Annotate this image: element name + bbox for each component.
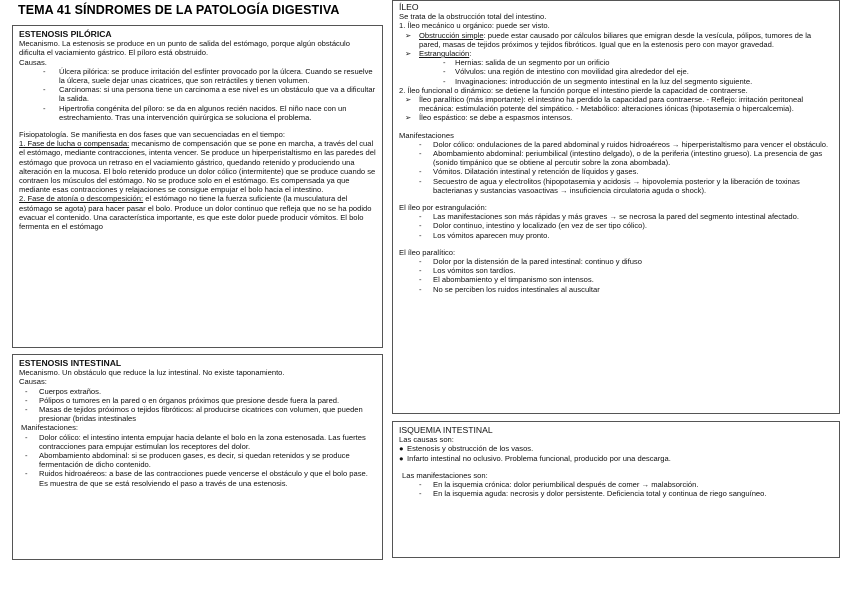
list-item: ➢ Obstrucción simple: puede estar causado por cálculos biliares que emigran desde la vesícula, pólipos, tumores de la pared, masas de tejidos próximos y tejidos fibróticos. Igual que en la estenosis pero con mayor gravedad. [405,30,812,49]
list-item: - Abombamiento abdominal: periumbilical (intestino delgado), o de la periferia (intestino grueso). La presencia de gas (sonido timpánico que se obtiene al percutir sobre la zona abombada). [419,149,823,168]
dash-marker: - [43,66,46,76]
paragraph: Se trata de la obstrucción total del intestino. [399,12,547,22]
list-item: - Ruidos hidroaéreos: a base de las contracciones puede vencerse el obstáculo y que el bolo pase. Es muestra de que se está resolviendo el paso a través de una estenosis. [25,469,368,488]
list-item: - Abombamiento abdominal: si se producen gases, es decir, si quedan retenidos y se produce fermentación de dicho contenido. [25,451,350,470]
bullet-icon: ● [399,453,404,463]
arrow-bullet-icon: ➢ [405,95,412,105]
dash-marker: - [443,76,446,86]
list-item: - En la isquemia crónica: dolor periumbilical después de comer → malabsorción. [419,480,699,490]
list-item: - Dolor cólico: ondulaciones de la pared abdominal y ruidos hidroaéreos → hiperperistaltismo para vencer el obstáculo. [419,139,829,149]
label: Causas: [19,377,47,387]
label: Manifestaciones: [21,423,78,433]
dash-marker: - [25,451,28,461]
dash-marker: - [419,230,422,240]
dash-marker: - [419,176,422,186]
ileo-box [392,0,840,414]
list-item: - Invaginaciones: introducción de un segmento intestinal en la luz del segmento siguiente. [443,76,753,86]
dash-marker: - [419,149,422,159]
bullet-icon: ● [399,444,404,454]
paragraph: 1. Fase de lucha o compensada: mecanismo de compensación que se pone en marcha, a través del cual el estómago, mediante contracciones, intenta vencer. Se produce un hiperperistaltismo en las paredes del estómago que provoca un retraso en el vaciamiento gástrico, quedando retenido y produciendo una alteración en la mucosa. El bolo retenido produce un dolor cólico (intermitente) que se produce cuando se contraen los músculos del estómago. No se produce solo en el estómago. Es compensada ya que mediante esas contracciones y relajaciones se consigue empujar el bolo hacia el intestino. [19,139,376,195]
dash-marker: - [419,480,422,490]
arrow-bullet-icon: ➢ [405,49,412,59]
dash-marker: - [25,395,28,405]
arrow-bullet-icon: ➢ [405,113,412,123]
isquemia-intestinal-box [392,421,840,558]
dash-marker: - [419,221,422,231]
list-item: - Secuestro de agua y electrolitos (hipopotasemia y acidosis → hipovolemia posterior y la liberación de toxinas bacterianas y sustancias vasoactivas → insuficiencia circulatoria aguda o shock). [419,176,800,195]
numbered-item: 1. Íleo mecánico u orgánico: puede ser visto. [399,21,550,31]
list-item: - Dolor continuo, intestino y localizado (en vez de ser tipo cólico). [419,221,648,231]
list-item: - Los vómitos son tardíos. [419,266,516,276]
paragraph: Fisiopatología. Se manifiesta en dos fases que van secuenciadas en el tiempo: [19,130,285,140]
paragraph: Mecanismo. Un obstáculo que reduce la luz intestinal. No existe taponamiento. [19,368,285,378]
label: El íleo por estrangulación: [399,203,487,213]
list-item: - No se perciben los ruidos intestinales al auscultar [419,284,600,294]
dash-marker: - [43,103,46,113]
list-item: - Vólvulos: una región de intestino con movilidad gira alrededor del eje. [443,67,689,77]
page-title: TEMA 41 SÍNDROMES DE LA PATOLOGÍA DIGESTIVA [18,3,340,17]
list-item: ➢ Íleo paralítico (más importante): el intestino ha perdido la capacidad para contraerse. - Reflejo: irritación peritoneal mecánica: estimulación potente del simpático. - Metabólico: alteraciones iónicas (hipotasemia o hipercalcemia). [405,95,804,114]
list-item: - Masas de tejidos próximos o tejidos fibróticos: al producirse cicatrices con volumen, que pueden presionar (bridas intestinales [25,405,363,424]
list-item: - Dolor cólico: el intestino intenta empujar hacia delante el bolo en la zona estenosada. Las fuertes contracciones para empujar estimulan los receptores del dolor. [25,432,366,451]
label: El íleo paralítico: [399,247,456,257]
dash-marker: - [25,469,28,479]
list-item: - En la isquemia aguda: necrosis y dolor persistente. Deficiencia total y continua de riego sanguíneo. [419,489,767,499]
dash-marker: - [443,58,446,68]
list-item: - Dolor por la distensión de la pared intestinal: continuo y difuso [419,257,642,267]
list-item: ➢ Estrangulación: [405,49,472,59]
list-item: ● Infarto intestinal no oclusivo. Problema funcional, producido por una descarga. [399,453,671,463]
dash-marker: - [419,275,422,285]
dash-marker: - [25,432,28,442]
list-item: - Carcinomas: si una persona tiene un carcinoma a ese nivel es un obstáculo que va a dificultar la salida. [43,85,376,104]
list-item: - Hernias: salida de un segmento por un orificio [443,58,610,68]
list-item: - Hipertrofia congénita del píloro: se da en algunos recién nacidos. El niño nace con un estrechamiento. Tras una intervención quirúrgica se soluciona el problema. [43,103,347,122]
list-item: - Los vómitos aparecen muy pronto. [419,230,550,240]
dash-marker: - [25,405,28,415]
list-item: - Pólipos o tumores en la pared o en órganos próximos que presione desde fuera la pared. [25,395,340,405]
section-heading: ESTENOSIS INTESTINAL [19,358,122,368]
paragraph: 2. Fase de atonía o descompesición: el estómago no tiene la fuerza suficiente (la musculatura del estómago se agota) para hacer pasar el bolo. Produce un dolor continuo que refleja que no se ha podido evacuar el contenido. Una característica importante, es que este dolor puede producir vómitos. El bolo fermenta en el estómago [19,194,372,232]
dash-marker: - [419,212,422,222]
estenosis-pilorica-box [12,25,383,348]
list-item: - Las manifestaciones son más rápidas y más graves → se necrosa la pared del segmento intestinal afectado. [419,212,799,222]
estenosis-intestinal-box [12,354,383,560]
dash-marker: - [25,386,28,396]
list-item: ● Estenosis y obstrucción de los vasos. [399,444,534,454]
dash-marker: - [419,489,422,499]
dash-marker: - [419,266,422,276]
dash-marker: - [443,67,446,77]
list-item: ➢ Íleo espástico: se debe a espasmos intensos. [405,113,573,123]
section-heading: ESTENOSIS PILÓRICA [19,29,112,39]
label: Causas. [19,57,47,67]
list-item: - Cuerpos extraños. [25,386,102,396]
arrow-bullet-icon: ➢ [405,30,412,40]
label: Las manifestaciones son: [402,470,488,480]
dash-marker: - [419,167,422,177]
list-item: - El abombamiento y el timpanismo son intensos. [419,275,594,285]
dash-marker: - [419,257,422,267]
numbered-item: 2. Íleo funcional o dinámico: se detiene la función porque el intestino pierde la capacidad de contraerse. [399,85,748,95]
dash-marker: - [43,85,46,95]
list-item: - Vómitos. Dilatación intestinal y retención de líquidos y gases. [419,167,639,177]
list-item: - Úlcera pilórica: se produce irritación del esfínter provocado por la úlcera. Cuando se resuelve la úlcera, suele dejar unas cicatrices, que son retráctiles y tienen volumen. [43,66,373,86]
section-heading: ÍLEO [399,2,419,12]
section-heading: ISQUEMIA INTESTINAL [399,425,493,435]
dash-marker: - [419,284,422,294]
label: Manifestaciones [399,130,454,140]
dash-marker: - [419,139,422,149]
paragraph: Mecanismo. La estenosis se produce en un punto de salida del estómago, porque algún obstáculo dificulta el vaciamiento gástrico. El píloro está obstruido. [19,39,350,58]
label: Las causas son: [399,435,454,445]
